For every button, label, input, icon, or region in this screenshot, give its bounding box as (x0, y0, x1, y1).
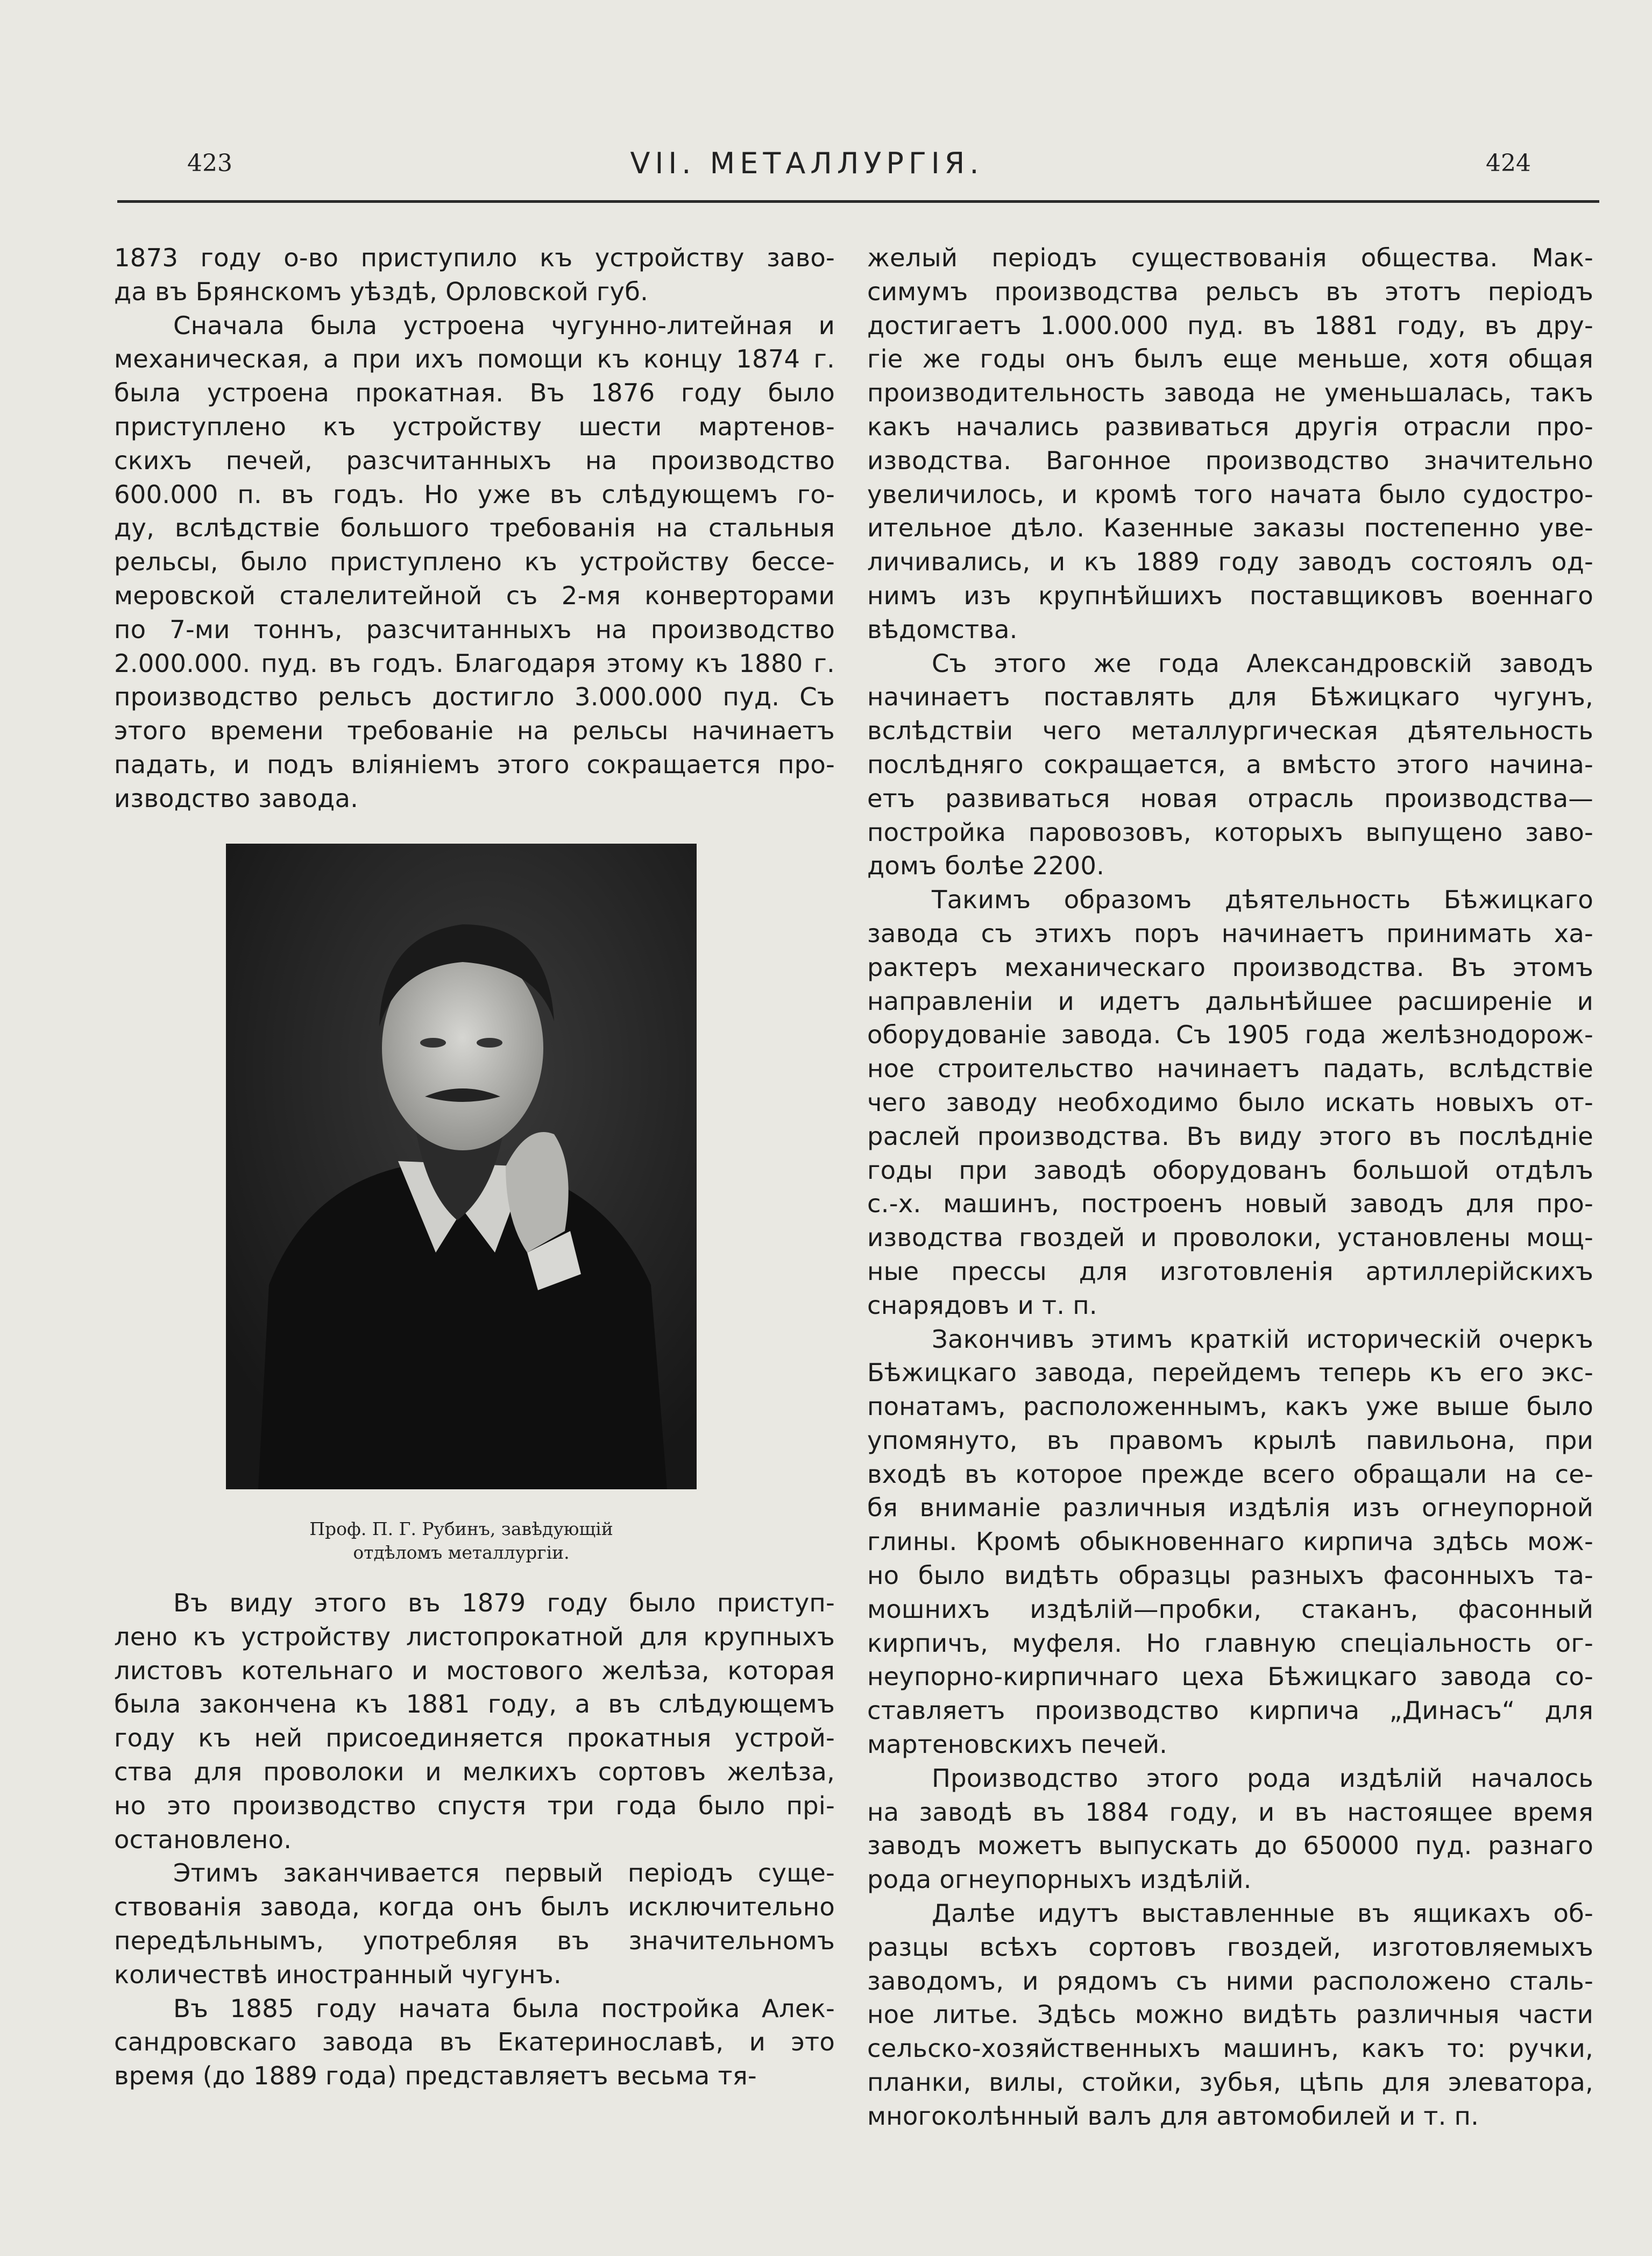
text-line: время (до 1889 года) представляетъ весьма тя- (114, 2061, 757, 2091)
text-line: приступлено къ устройству шести мартенов- (114, 412, 835, 441)
text-line: домъ болѣе 2200. (867, 851, 1105, 881)
portrait-figure (226, 844, 697, 1489)
text-line: заводомъ, и рядомъ съ ними расположено сталь- (867, 1966, 1593, 1996)
text-line: скихъ печей, разсчитанныхъ на производство (114, 445, 835, 475)
paragraph (867, 241, 1593, 647)
text-line: начинаетъ поставлять для Бѣжицкаго чугунъ, (867, 682, 1593, 712)
text-line: оборудованіе завода. Съ 1905 года желѣзнодорож- (867, 1020, 1593, 1050)
text-line: ные прессы для изготовленія артиллерійскихъ (867, 1256, 1593, 1286)
page-number-right: 424 (1486, 150, 1531, 177)
paragraph (114, 1992, 835, 2093)
text-line: но это производство спустя три года было прі- (114, 1791, 835, 1820)
text-line: ительное дѣло. Казенные заказы постепенно уве- (867, 513, 1593, 543)
text-line: Производство этого рода издѣлій началось (932, 1763, 1593, 1793)
text-line: достигаетъ 1.000.000 пуд. въ 1881 году, въ дру- (867, 310, 1593, 340)
text-line: изводства гвоздей и проволоки, установлены мощ- (867, 1223, 1593, 1253)
text-line: ства для проволоки и мелкихъ сортовъ желѣза, (114, 1757, 835, 1786)
running-title: VII. МЕТАЛЛУРГІЯ. (630, 146, 984, 180)
text-line: Этимъ заканчивается первый періодъ суще- (173, 1858, 835, 1888)
text-line: ставляетъ производство кирпича „Динасъ“ для (867, 1696, 1593, 1725)
text-line: послѣдняго сокращается, а вмѣсто этого начина- (867, 749, 1593, 779)
left-column-lower (114, 1586, 835, 2093)
text-line: завода съ этихъ поръ начинаетъ принимать ха- (867, 918, 1593, 948)
text-line: понатамъ, расположеннымъ, какъ уже выше было (867, 1392, 1593, 1422)
text-line: гіе же годы онъ былъ еще меньше, хотя общая (867, 344, 1593, 374)
right-column (867, 241, 1593, 2133)
text-line: увеличилось, и кромѣ того начата было судостро- (867, 479, 1593, 509)
text-line: планки, вилы, стойки, зубья, цѣпь для элеватора, (867, 2068, 1593, 2097)
paragraph (114, 1856, 835, 1991)
text-line: годы при заводѣ оборудованъ большой отдѣлъ (867, 1155, 1593, 1185)
text-line: мошнихъ издѣлій—пробки, стаканъ, фасонный (867, 1594, 1593, 1624)
photo-caption (226, 1517, 697, 1565)
text-line: с.-х. машинъ, построенъ новый заводъ для про- (867, 1189, 1593, 1219)
text-line: глины. Кромѣ обыкновеннаго кирпича здѣсь мож- (867, 1527, 1593, 1557)
text-line: на заводѣ въ 1884 году, и въ настоящее время (867, 1797, 1593, 1827)
text-line: личивались, и къ 1889 году заводъ состоялъ од- (867, 547, 1593, 577)
text-line: 1873 году о-во приступило къ устройству заво- (114, 243, 835, 272)
text-line: рельсы, было приступлено къ устройству бессе- (114, 547, 835, 577)
text-line: постройка паровозовъ, которыхъ выпущено заво- (867, 817, 1593, 847)
text-line: разцы всѣхъ сортовъ гвоздей, изготовляемыхъ (867, 1932, 1593, 1962)
paragraph (114, 241, 835, 309)
text-line: лено къ устройству листопрокатной для крупныхъ (114, 1622, 835, 1651)
text-line: Бѣжицкаго завода, перейдемъ теперь къ его экс- (867, 1358, 1593, 1388)
text-line: Закончивъ этимъ краткій историческій очеркъ (932, 1324, 1593, 1354)
text-line: рода огнеупорныхъ издѣлій. (867, 1865, 1252, 1894)
text-line: направленіи и идетъ дальнѣйшее расширеніе и (867, 986, 1593, 1016)
paragraph (867, 883, 1593, 1322)
paragraph (867, 1323, 1593, 1762)
portrait-photo (226, 844, 697, 1489)
text-line: Далѣе идутъ выставленные въ ящикахъ об- (932, 1899, 1593, 1928)
text-line: чего заводу необходимо было искать новыхъ от- (867, 1087, 1593, 1117)
text-line: падать, и подъ вліяніемъ этого сокращается про- (114, 749, 835, 779)
text-line: году къ ней присоединяется прокатныя устрой- (114, 1723, 835, 1753)
text-line: ное строительство начинаетъ падать, вслѣдствіе (867, 1054, 1593, 1084)
text-line: рактеръ механическаго производства. Въ этомъ (867, 952, 1593, 982)
text-line: изводство завода. (114, 783, 359, 813)
caption-line: Проф. П. Г. Рубинъ, завѣдующій (309, 1518, 613, 1539)
text-line: листовъ котельнаго и мостового желѣза, которая (114, 1656, 835, 1685)
caption-line: отдѣломъ металлургіи. (353, 1542, 570, 1563)
text-line: производительность завода не уменьшалась, такъ (867, 378, 1593, 408)
paragraph (867, 1762, 1593, 1897)
text-line: Сначала была устроена чугунно-литейная и (173, 310, 835, 340)
text-line: мартеновскихъ печей. (867, 1730, 1168, 1759)
text-line: ное литье. Здѣсь можно видѣть различныя части (867, 2000, 1593, 2029)
text-line: была устроена прокатная. Въ 1876 году было (114, 378, 835, 408)
header-rule (117, 200, 1599, 203)
text-line: многоколѣнный валъ для автомобилей и т. п. (867, 2101, 1479, 2131)
text-line: неупорно-кирпичнаго цеха Бѣжицкаго завода со- (867, 1662, 1593, 1692)
text-line: ствованія завода, когда онъ былъ исключительно (114, 1892, 835, 1922)
text-line: сельско-хозяйственныхъ машинъ, какъ то: ручки, (867, 2034, 1593, 2063)
text-line: да въ Брянскомъ уѣздѣ, Орловской губ. (114, 277, 649, 306)
text-line: остановлено. (114, 1824, 292, 1854)
text-line: передѣльнымъ, употребляя въ значительномъ (114, 1926, 835, 1955)
text-line: ду, вслѣдствіе большого требованія на стальныя (114, 513, 835, 543)
text-line: но было видѣть образцы разныхъ фасонныхъ та- (867, 1561, 1593, 1590)
page-number-left: 423 (187, 150, 232, 177)
text-line: 2.000.000. пуд. въ годъ. Благодаря этому къ 1880 г. (114, 648, 835, 678)
text-line: раслей производства. Въ виду этого въ послѣдніе (867, 1121, 1593, 1151)
paragraph (867, 1897, 1593, 2133)
text-line: вслѣдствіи чего металлургическая дѣятельность (867, 716, 1593, 746)
text-line: снарядовъ и т. п. (867, 1290, 1097, 1320)
text-line: вѣдомства. (867, 614, 1018, 644)
text-line: какъ начались развиваться другія отрасли про- (867, 412, 1593, 441)
paragraph (114, 309, 835, 816)
text-line: упомянуто, въ правомъ крылѣ павильона, при (867, 1425, 1593, 1455)
text-line: Съ этого же года Александровскій заводъ (932, 648, 1593, 678)
text-line: симумъ производства рельсъ въ этотъ періодъ (867, 277, 1593, 306)
text-line: 600.000 п. въ годъ. Но уже въ слѣдующемъ го- (114, 479, 835, 509)
text-line: етъ развиваться новая отрасль производства— (867, 783, 1593, 813)
text-line: Въ 1885 году начата была постройка Алек- (173, 1993, 835, 2023)
text-line: количествѣ иностранный чугунъ. (114, 1960, 562, 1989)
text-line: меровской сталелитейной съ 2-мя конверторами (114, 581, 835, 610)
text-line: бя вниманіе различныя издѣлія изъ огнеупорной (867, 1493, 1593, 1523)
text-line: желый періодъ существованія общества. Мак- (867, 243, 1593, 272)
text-line: по 7-ми тоннъ, разсчитанныхъ на производство (114, 614, 835, 644)
paragraph (867, 647, 1593, 883)
text-line: входѣ въ которое прежде всего обращали на се- (867, 1459, 1593, 1489)
paragraph (114, 1586, 835, 1856)
text-line: была закончена къ 1881 году, а въ слѣдующемъ (114, 1689, 835, 1719)
text-line: нимъ изъ крупнѣйшихъ поставщиковъ военнаго (867, 581, 1593, 610)
text-line: изводства. Вагонное производство значительно (867, 445, 1593, 475)
text-line: Въ виду этого въ 1879 году было приступ- (173, 1588, 835, 1617)
text-line: производство рельсъ достигло 3.000.000 пуд. Съ (114, 682, 835, 712)
text-line: механическая, а при ихъ помощи къ концу 1874 г. (114, 344, 835, 374)
text-line: Такимъ образомъ дѣятельность Бѣжицкаго (932, 885, 1593, 915)
left-column (114, 241, 835, 816)
text-line: заводъ можетъ выпускать до 650000 пуд. разнаго (867, 1831, 1593, 1861)
text-line: сандровскаго завода въ Екатеринославѣ, и это (114, 2027, 835, 2057)
text-line: этого времени требованіе на рельсы начинаетъ (114, 716, 835, 746)
text-line: кирпичъ, муфеля. Но главную спеціальность ог- (867, 1628, 1593, 1658)
